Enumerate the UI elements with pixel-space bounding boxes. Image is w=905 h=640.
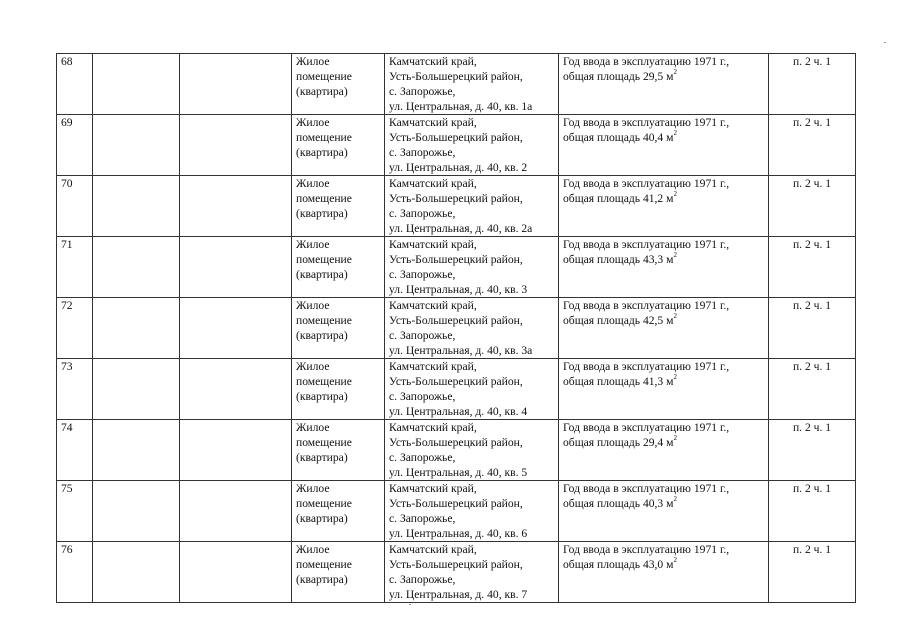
object-name-cell [292, 420, 385, 481]
object-name-line: помещение [296, 131, 352, 144]
square-meter-superscript: 2 [673, 495, 677, 504]
address-line: Усть-Большерецкий район, [389, 314, 523, 327]
total-area-line [563, 69, 764, 84]
address-line: с. Запорожье, [389, 207, 456, 220]
legal-basis-cell [769, 115, 856, 176]
empty-cell [93, 481, 180, 542]
commissioning-year-text: Год ввода в эксплуатацию 1971 г., [563, 482, 730, 495]
address-line: ул. Центральная, д. 40, кв. 3 [389, 283, 528, 296]
object-name-line: помещение [296, 314, 352, 327]
object-name-line: помещение [296, 70, 352, 83]
address-line: Камчатский край, [389, 360, 477, 373]
table-row [57, 54, 856, 115]
address-line: ул. Центральная, д. 40, кв. 1а [389, 100, 533, 113]
object-name-line: (квартира) [296, 268, 348, 281]
legal-basis-text: п. 2 ч. 1 [792, 177, 832, 190]
address-cell [385, 176, 559, 237]
characteristics-cell [559, 176, 769, 237]
legal-basis-text: п. 2 ч. 1 [792, 360, 832, 373]
address-line: Усть-Большерецкий район, [389, 497, 523, 510]
square-meter-superscript: 2 [673, 312, 677, 321]
address-line: Усть-Большерецкий район, [389, 253, 523, 266]
object-name-line: Жилое [296, 482, 330, 495]
total-area-line [563, 313, 764, 328]
address-line: Камчатский край, [389, 116, 477, 129]
legal-basis-text: п. 2 ч. 1 [792, 543, 832, 556]
square-meter-superscript: 2 [673, 251, 677, 260]
characteristics-cell [559, 542, 769, 603]
row-number: 70 [61, 177, 73, 190]
square-meter-superscript: 2 [673, 373, 677, 382]
object-name-line: помещение [296, 558, 352, 571]
object-name-cell [292, 481, 385, 542]
address-line: с. Запорожье, [389, 146, 456, 159]
empty-cell [93, 420, 180, 481]
object-name-line: (квартира) [296, 146, 348, 159]
legal-basis-cell [769, 420, 856, 481]
object-name-line: Жилое [296, 116, 330, 129]
empty-cell [93, 176, 180, 237]
table-row [57, 420, 856, 481]
address-line: с. Запорожье, [389, 512, 456, 525]
object-name-line: (квартира) [296, 512, 348, 525]
address-line: Усть-Большерецкий район, [389, 558, 523, 571]
square-meter-superscript: 2 [673, 556, 677, 565]
address-cell [385, 542, 559, 603]
address-line: с. Запорожье, [389, 329, 456, 342]
object-name-line: помещение [296, 375, 352, 388]
empty-cell [180, 176, 292, 237]
empty-cell [180, 115, 292, 176]
address-line: Камчатский край, [389, 55, 477, 68]
address-line: Камчатский край, [389, 177, 477, 190]
legal-basis-cell [769, 54, 856, 115]
table-row [57, 115, 856, 176]
address-line: Камчатский край, [389, 421, 477, 434]
commissioning-year-text: Год ввода в эксплуатацию 1971 г., [563, 238, 730, 251]
row-number-cell [57, 298, 93, 359]
characteristics-cell [559, 237, 769, 298]
scan-speck [884, 42, 886, 43]
address-line: Усть-Большерецкий район, [389, 131, 523, 144]
object-name-line: Жилое [296, 177, 330, 190]
commissioning-year-text: Год ввода в эксплуатацию 1971 г., [563, 299, 730, 312]
address-line: ул. Центральная, д. 40, кв. 2 [389, 161, 528, 174]
table-row [57, 542, 856, 603]
row-number: 68 [61, 55, 73, 68]
address-line: Усть-Большерецкий район, [389, 375, 523, 388]
registry-table-body [57, 54, 856, 603]
legal-basis-cell [769, 481, 856, 542]
address-line: с. Запорожье, [389, 390, 456, 403]
characteristics-cell [559, 420, 769, 481]
total-area-line [563, 252, 764, 267]
address-cell [385, 359, 559, 420]
characteristics-cell [559, 54, 769, 115]
empty-cell [180, 420, 292, 481]
address-line: с. Запорожье, [389, 85, 456, 98]
address-line: Камчатский край, [389, 482, 477, 495]
legal-basis-text: п. 2 ч. 1 [792, 421, 832, 434]
square-meter-superscript: 2 [673, 190, 677, 199]
row-number-cell [57, 481, 93, 542]
commissioning-year-text: Год ввода в эксплуатацию 1971 г., [563, 360, 730, 373]
address-line: ул. Центральная, д. 40, кв. 7 [389, 588, 528, 601]
object-name-line: Жилое [296, 299, 330, 312]
total-area-text: общая площадь 43,0 м [563, 558, 674, 571]
square-meter-superscript: 2 [673, 434, 677, 443]
commissioning-year-text: Год ввода в эксплуатацию 1971 г., [563, 116, 730, 129]
empty-cell [93, 54, 180, 115]
table-row [57, 359, 856, 420]
square-meter-superscript: 2 [673, 68, 677, 77]
address-line: Камчатский край, [389, 299, 477, 312]
table-row [57, 481, 856, 542]
row-number-cell [57, 359, 93, 420]
total-area-text: общая площадь 41,3 м [563, 375, 674, 388]
address-cell [385, 481, 559, 542]
object-name-line: (квартира) [296, 329, 348, 342]
row-number: 72 [61, 299, 73, 312]
object-name-line: (квартира) [296, 451, 348, 464]
address-cell [385, 115, 559, 176]
object-name-line: (квартира) [296, 207, 348, 220]
empty-cell [180, 359, 292, 420]
object-name-line: Жилое [296, 421, 330, 434]
total-area-line [563, 130, 764, 145]
total-area-line [563, 557, 764, 572]
square-meter-superscript: 2 [673, 129, 677, 138]
address-line: ул. Центральная, д. 40, кв. 6 [389, 527, 528, 540]
row-number-cell [57, 420, 93, 481]
table-row [57, 176, 856, 237]
object-name-cell [292, 359, 385, 420]
total-area-text: общая площадь 43,3 м [563, 253, 674, 266]
total-area-line [563, 191, 764, 206]
total-area-line [563, 496, 764, 511]
row-number: 74 [61, 421, 73, 434]
characteristics-cell [559, 298, 769, 359]
address-line: ул. Центральная, д. 40, кв. 2а [389, 222, 533, 235]
total-area-line [563, 435, 764, 450]
object-name-line: (квартира) [296, 390, 348, 403]
legal-basis-cell [769, 359, 856, 420]
address-line: Усть-Большерецкий район, [389, 70, 523, 83]
row-number: 71 [61, 238, 73, 251]
address-line: Усть-Большерецкий район, [389, 192, 523, 205]
legal-basis-cell [769, 176, 856, 237]
empty-cell [93, 298, 180, 359]
table-row [57, 237, 856, 298]
object-name-cell [292, 176, 385, 237]
object-name-line: помещение [296, 436, 352, 449]
total-area-text: общая площадь 40,4 м [563, 131, 674, 144]
total-area-text: общая площадь 42,5 м [563, 314, 674, 327]
total-area-text: общая площадь 29,4 м [563, 436, 674, 449]
object-name-line: Жилое [296, 238, 330, 251]
row-number: 76 [61, 543, 73, 556]
address-line: Камчатский край, [389, 543, 477, 556]
characteristics-cell [559, 359, 769, 420]
address-line: с. Запорожье, [389, 573, 456, 586]
address-cell [385, 237, 559, 298]
characteristics-cell [559, 115, 769, 176]
legal-basis-text: п. 2 ч. 1 [792, 116, 832, 129]
empty-cell [93, 237, 180, 298]
total-area-line [563, 374, 764, 389]
commissioning-year-text: Год ввода в эксплуатацию 1971 г., [563, 421, 730, 434]
object-name-cell [292, 115, 385, 176]
legal-basis-text: п. 2 ч. 1 [792, 482, 832, 495]
scan-speck [409, 604, 411, 605]
address-line: Усть-Большерецкий район, [389, 436, 523, 449]
row-number-cell [57, 115, 93, 176]
row-number-cell [57, 176, 93, 237]
empty-cell [180, 54, 292, 115]
object-name-line: Жилое [296, 360, 330, 373]
address-cell [385, 298, 559, 359]
total-area-text: общая площадь 40,3 м [563, 497, 674, 510]
row-number: 73 [61, 360, 73, 373]
empty-cell [93, 359, 180, 420]
row-number-cell [57, 54, 93, 115]
empty-cell [180, 298, 292, 359]
empty-cell [180, 542, 292, 603]
total-area-text: общая площадь 41,2 м [563, 192, 674, 205]
object-name-cell [292, 542, 385, 603]
object-name-line: (квартира) [296, 85, 348, 98]
address-line: ул. Центральная, д. 40, кв. 3а [389, 344, 533, 357]
property-registry-table [56, 53, 856, 603]
empty-cell [180, 237, 292, 298]
legal-basis-cell [769, 237, 856, 298]
object-name-line: (квартира) [296, 573, 348, 586]
total-area-text: общая площадь 29,5 м [563, 70, 674, 83]
address-line: с. Запорожье, [389, 451, 456, 464]
characteristics-cell [559, 481, 769, 542]
object-name-cell [292, 298, 385, 359]
address-cell [385, 54, 559, 115]
address-cell [385, 420, 559, 481]
object-name-line: помещение [296, 497, 352, 510]
object-name-line: помещение [296, 192, 352, 205]
object-name-cell [292, 54, 385, 115]
commissioning-year-text: Год ввода в эксплуатацию 1971 г., [563, 55, 730, 68]
row-number-cell [57, 542, 93, 603]
object-name-line: Жилое [296, 543, 330, 556]
empty-cell [93, 542, 180, 603]
address-line: Камчатский край, [389, 238, 477, 251]
commissioning-year-text: Год ввода в эксплуатацию 1971 г., [563, 543, 730, 556]
address-line: ул. Центральная, д. 40, кв. 5 [389, 466, 528, 479]
legal-basis-text: п. 2 ч. 1 [792, 55, 832, 68]
address-line: ул. Центральная, д. 40, кв. 4 [389, 405, 528, 418]
commissioning-year-text: Год ввода в эксплуатацию 1971 г., [563, 177, 730, 190]
row-number-cell [57, 237, 93, 298]
legal-basis-text: п. 2 ч. 1 [792, 238, 832, 251]
row-number: 75 [61, 482, 73, 495]
empty-cell [180, 481, 292, 542]
legal-basis-cell [769, 298, 856, 359]
row-number: 69 [61, 116, 73, 129]
empty-cell [93, 115, 180, 176]
object-name-line: Жилое [296, 55, 330, 68]
address-line: с. Запорожье, [389, 268, 456, 281]
legal-basis-text: п. 2 ч. 1 [792, 299, 832, 312]
legal-basis-cell [769, 542, 856, 603]
table-row [57, 298, 856, 359]
object-name-line: помещение [296, 253, 352, 266]
object-name-cell [292, 237, 385, 298]
